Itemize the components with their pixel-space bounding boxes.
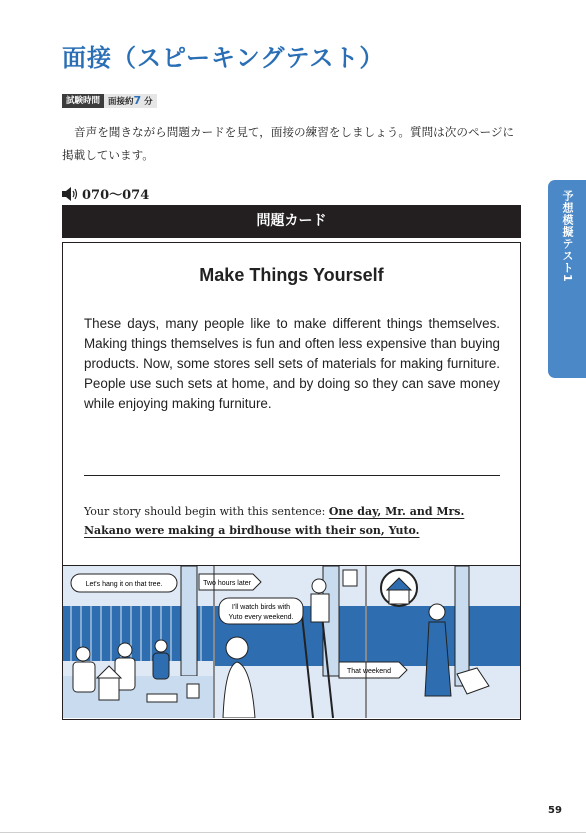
page-number: 59 [548, 805, 562, 816]
story-prompt: Your story should begin with this sentence: [84, 505, 326, 518]
question-card [62, 242, 521, 720]
card-passage: These days, many people like to make different things themselves. Making things themselves is fun and often less expensive than buying products. Now, some stores sell sets of materials for making furniture. People use such sets at home, and by doing so they can save money while enjoying making furniture. [84, 316, 500, 411]
card-header: 問題カード [62, 205, 521, 238]
intro-text: 音声を聞きながら問題カードを見て，面接の練習をしましょう。質問は次のページに掲載しています。 [62, 125, 515, 162]
bottom-rule [0, 832, 586, 833]
time-arrow-2: That weekend [347, 668, 391, 675]
side-tab[interactable] [548, 180, 586, 378]
panel-2 [199, 566, 365, 718]
exam-time-badge [62, 94, 157, 108]
story-instruction [84, 502, 500, 540]
panel-1 [63, 566, 213, 718]
exam-time-label: 試験時間 [62, 94, 104, 108]
side-tab-label: 予想模擬テスト1 [561, 190, 574, 283]
audio-track-numbers: 070～074 [82, 188, 150, 203]
speech-bubble-2-line2: Yuto every weekend. [228, 614, 294, 621]
story-sentence: One day, Mr. and Mrs. Nakano were making a birdhouse with their son, Yuto. [84, 505, 465, 537]
illustration-strip [63, 565, 520, 718]
speech-bubble-2-line1: I'll watch birds with [231, 604, 291, 611]
time-arrow-1: Two hours later [203, 580, 251, 587]
comic-illustration [63, 566, 520, 718]
speech-bubble-1: Let's hang it on that tree. [85, 581, 163, 588]
page-title: 面接（スピーキングテスト） [62, 44, 385, 72]
card-title: Make Things Yourself [199, 265, 384, 285]
speaker-icon [62, 187, 78, 201]
divider [84, 475, 500, 476]
audio-track-label [62, 184, 149, 203]
exam-time-value: 面接約7 分 [104, 94, 157, 108]
